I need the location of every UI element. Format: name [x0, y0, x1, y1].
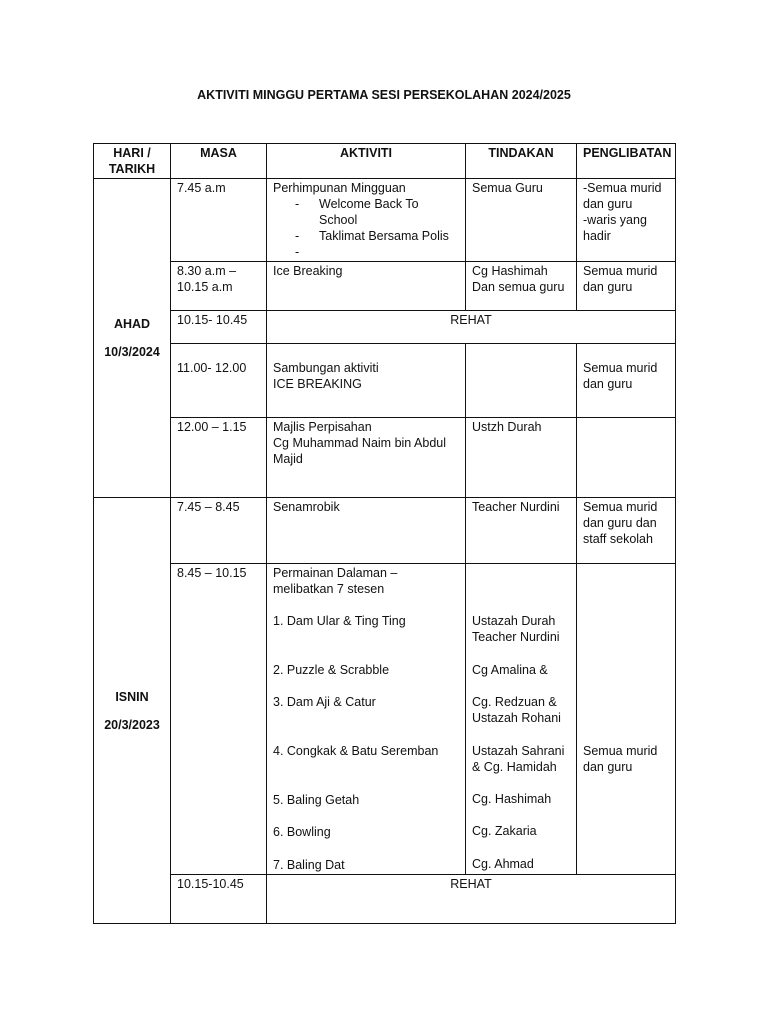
masa-cell: 8.45 – 10.15	[171, 564, 267, 875]
rehat-cell: REHAT	[267, 311, 676, 344]
aktiviti-cell	[267, 564, 466, 875]
aktiviti-cell	[267, 344, 466, 418]
table-row	[94, 179, 676, 262]
aktiviti-text: Cg Muhammad Naim bin Abdul Majid	[273, 436, 446, 466]
masa-cell: 8.30 a.m – 10.15 a.m	[171, 262, 267, 311]
day-date: 10/3/2024	[104, 345, 160, 359]
penglibatan-text: -waris yang hadir	[583, 213, 647, 243]
header-aktiviti: AKTIVITI	[267, 144, 466, 179]
list-item: 1. Dam Ular & Ting Ting	[273, 614, 406, 628]
penglibatan-cell: Semua murid dan guru	[577, 262, 676, 311]
list-item: 5. Baling Getah	[273, 793, 360, 807]
table-row	[94, 564, 676, 875]
list-item: - Taklimat Bersama Polis	[295, 228, 459, 244]
table-row	[94, 498, 676, 564]
masa-text: 11.00- 12.00	[177, 361, 247, 375]
rehat-cell: REHAT	[267, 875, 676, 924]
penglibatan-cell	[577, 344, 676, 418]
list-item: 2. Puzzle & Scrabble	[273, 663, 390, 677]
masa-cell: 10.15-10.45	[171, 875, 267, 924]
aktiviti-text: Permainan Dalaman – melibatkan 7 stesen	[273, 566, 398, 596]
list-item: - Welcome Back To School	[295, 196, 459, 228]
aktiviti-cell: Senamrobik	[267, 498, 466, 564]
tindakan-text: Cg Amalina &	[472, 663, 548, 677]
masa-cell: 10.15- 10.45	[171, 311, 267, 344]
tindakan-cell: Ustzh Durah	[466, 418, 577, 498]
header-row	[94, 144, 676, 179]
masa-cell: 12.00 – 1.15	[171, 418, 267, 498]
aktiviti-cell	[267, 179, 466, 262]
schedule-table	[93, 143, 676, 924]
aktiviti-cell	[267, 418, 466, 498]
day-date: 20/3/2023	[104, 717, 160, 732]
tindakan-text: Cg. Ahmad	[472, 857, 534, 871]
table-row	[94, 418, 676, 498]
penglibatan-text: Semua murid dan guru	[583, 361, 658, 391]
header-penglibatan: PENGLIBATAN	[577, 144, 676, 179]
penglibatan-text: -Semua murid dan guru	[583, 181, 662, 211]
tindakan-text: Cg. Zakaria	[472, 824, 537, 838]
masa-cell: 7.45 – 8.45	[171, 498, 267, 564]
tindakan-text: & Cg. Hamidah	[472, 760, 557, 774]
tindakan-cell: Teacher Nurdini	[466, 498, 577, 564]
list-item: 6. Bowling	[273, 825, 331, 839]
day-name: ISNIN	[115, 689, 149, 704]
header-hari: HARI / TARIKH	[94, 144, 171, 179]
penglibatan-cell	[577, 564, 676, 875]
header-tindakan: TINDAKAN	[466, 144, 577, 179]
penglibatan-cell	[577, 418, 676, 498]
day-name: AHAD	[113, 317, 151, 331]
penglibatan-cell: Semua murid dan guru dan staff sekolah	[577, 498, 676, 564]
tindakan-text: Cg. Redzuan &	[472, 695, 557, 709]
tindakan-cell: Semua Guru	[466, 179, 577, 262]
list-item: 7. Baling Dat	[273, 858, 345, 872]
document-title: AKTIVITI MINGGU PERTAMA SESI PERSEKOLAHAN 2024/2025	[197, 88, 571, 102]
masa-cell	[171, 344, 267, 418]
header-masa: MASA	[171, 144, 267, 179]
table-row	[94, 344, 676, 418]
tindakan-text: Ustazah Durah	[472, 614, 556, 628]
day-cell-isnin	[94, 498, 171, 924]
tindakan-cell	[466, 564, 577, 875]
penglibatan-cell	[577, 179, 676, 262]
tindakan-text: Ustazah Sahrani	[472, 744, 565, 758]
list-item: 4. Congkak & Batu Seremban	[273, 744, 439, 758]
table-row	[94, 262, 676, 311]
tindakan-text: Cg. Hashimah	[472, 792, 552, 806]
aktiviti-text: Sambungan aktiviti	[273, 361, 379, 375]
list-item	[295, 244, 459, 260]
tindakan-cell	[466, 344, 577, 418]
aktiviti-text: ICE BREAKING	[273, 377, 362, 391]
day-cell-ahad	[94, 179, 171, 498]
aktiviti-text: Perhimpunan Mingguan	[273, 181, 406, 195]
tindakan-text: Ustazah Rohani	[472, 711, 561, 725]
bullet-list	[273, 196, 459, 260]
tindakan-text: Teacher Nurdini	[472, 630, 560, 644]
list-item: 3. Dam Aji & Catur	[273, 695, 376, 709]
tindakan-cell: Cg Hashimah Dan semua guru	[466, 262, 577, 311]
penglibatan-text: Semua murid dan guru	[583, 744, 658, 774]
aktiviti-text: Majlis Perpisahan	[273, 420, 372, 434]
aktiviti-cell: Ice Breaking	[267, 262, 466, 311]
table-row	[94, 311, 676, 344]
table-row	[94, 875, 676, 924]
masa-cell: 7.45 a.m	[171, 179, 267, 262]
